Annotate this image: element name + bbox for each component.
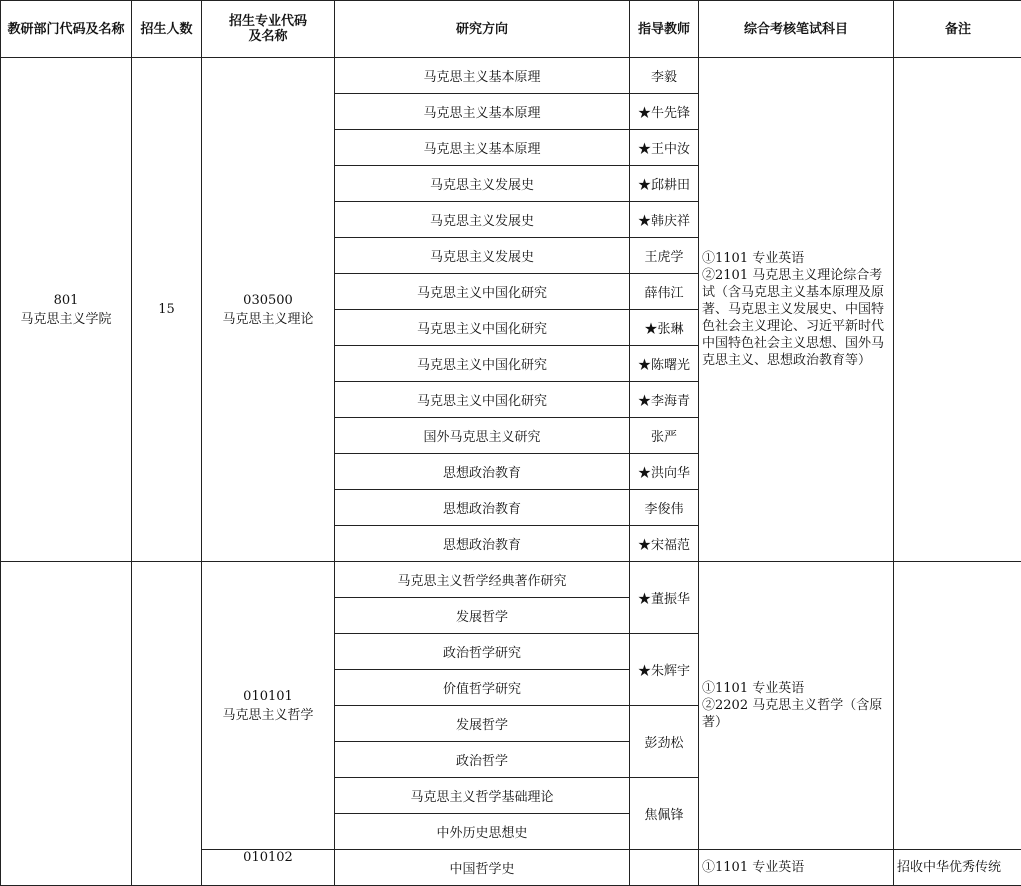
- teacher-cell: 李毅: [630, 58, 699, 94]
- direction-cell: 马克思主义发展史: [335, 202, 630, 238]
- teacher-cell: ★牛先锋: [630, 94, 699, 130]
- header-row: [1, 1, 1021, 58]
- header-major: 招生专业代码 及名称: [202, 1, 335, 58]
- teacher-cell: 焦佩锋: [630, 778, 699, 850]
- table-row: [1, 562, 1021, 598]
- header-teacher: 指导教师: [630, 1, 699, 58]
- direction-cell: 马克思主义中国化研究: [335, 310, 630, 346]
- exam-cell: ①1101 专业英语 ②2202 马克思主义哲学（含原著）: [699, 562, 894, 850]
- dept-cell-empty: [1, 562, 132, 886]
- direction-cell: 思想政治教育: [335, 526, 630, 562]
- direction-cell: 马克思主义基本原理: [335, 94, 630, 130]
- remark-cell: [894, 562, 1021, 850]
- direction-cell: 马克思主义哲学经典著作研究: [335, 562, 630, 598]
- teacher-cell: [630, 850, 699, 886]
- direction-cell: 马克思主义发展史: [335, 166, 630, 202]
- teacher-cell: 彭劲松: [630, 706, 699, 778]
- exam-cell: ①1101 专业英语: [699, 850, 894, 886]
- teacher-cell: ★王中汝: [630, 130, 699, 166]
- teacher-cell: ★张琳: [630, 310, 699, 346]
- direction-cell: 发展哲学: [335, 706, 630, 742]
- teacher-cell: ★陈曙光: [630, 346, 699, 382]
- direction-cell: 马克思主义中国化研究: [335, 382, 630, 418]
- quota-cell: 15: [132, 58, 202, 562]
- direction-cell: 价值哲学研究: [335, 670, 630, 706]
- remark-cell: 招收中华优秀传统: [894, 850, 1021, 886]
- header-quota: 招生人数: [132, 1, 202, 58]
- dept-cell: 801 马克思主义学院: [1, 58, 132, 562]
- direction-cell: 政治哲学研究: [335, 634, 630, 670]
- exam-cell: ①1101 专业英语 ②2101 马克思主义理论综合考试（含马克思主义基本原理及原著、马克思主义发展史、中国特色社会主义理论、习近平新时代中国特色社会主义思想、国外马克思主义、思想政治教育等）: [699, 58, 894, 562]
- teacher-cell: ★李海青: [630, 382, 699, 418]
- direction-cell: 中外历史思想史: [335, 814, 630, 850]
- remark-cell: [894, 58, 1021, 562]
- direction-cell: 马克思主义发展史: [335, 238, 630, 274]
- teacher-cell: ★洪向华: [630, 454, 699, 490]
- teacher-cell: ★董振华: [630, 562, 699, 634]
- direction-cell: 中国哲学史: [335, 850, 630, 886]
- direction-cell: 马克思主义哲学基础理论: [335, 778, 630, 814]
- direction-cell: 马克思主义中国化研究: [335, 346, 630, 382]
- teacher-cell: 张严: [630, 418, 699, 454]
- major-cell: 010101 马克思主义哲学: [202, 562, 335, 850]
- direction-cell: 思想政治教育: [335, 490, 630, 526]
- direction-cell: 马克思主义基本原理: [335, 130, 630, 166]
- header-dept: 教研部门代码及名称: [1, 1, 132, 58]
- teacher-cell: 李俊伟: [630, 490, 699, 526]
- direction-cell: 马克思主义中国化研究: [335, 274, 630, 310]
- header-direction: 研究方向: [335, 1, 630, 58]
- teacher-cell: ★邱耕田: [630, 166, 699, 202]
- major-cell: 010102: [202, 850, 335, 886]
- direction-cell: 国外马克思主义研究: [335, 418, 630, 454]
- direction-cell: 马克思主义基本原理: [335, 58, 630, 94]
- direction-cell: 思想政治教育: [335, 454, 630, 490]
- direction-cell: 发展哲学: [335, 598, 630, 634]
- major-cell: 030500 马克思主义理论: [202, 58, 335, 562]
- teacher-cell: 薛伟江: [630, 274, 699, 310]
- table-row: [1, 58, 1021, 94]
- teacher-cell: ★朱辉宇: [630, 634, 699, 706]
- teacher-cell: 王虎学: [630, 238, 699, 274]
- quota-cell-empty: [132, 562, 202, 886]
- direction-cell: 政治哲学: [335, 742, 630, 778]
- header-remark: 备注: [894, 1, 1021, 58]
- header-exam: 综合考核笔试科目: [699, 1, 894, 58]
- teacher-cell: ★宋福范: [630, 526, 699, 562]
- teacher-cell: ★韩庆祥: [630, 202, 699, 238]
